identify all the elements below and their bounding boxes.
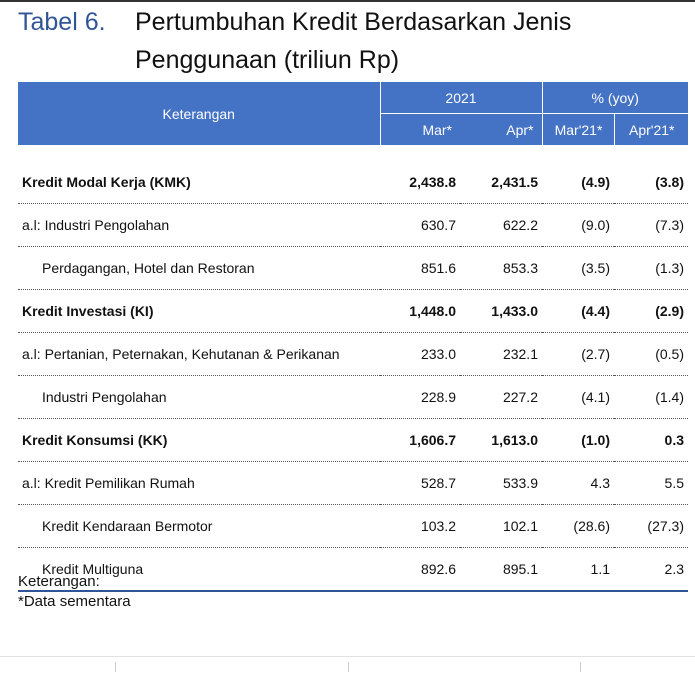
table-title — [18, 6, 572, 74]
cell-mar: 233.0 — [380, 333, 460, 376]
cell-apr: 227.2 — [460, 376, 542, 419]
row-label: Perdagangan, Hotel dan Restoran — [18, 247, 380, 290]
cell-apr21: 2.3 — [614, 548, 688, 592]
table-row — [18, 505, 688, 548]
cell-apr21: (27.3) — [614, 505, 688, 548]
table-row — [18, 376, 688, 419]
cell-apr21: (1.4) — [614, 376, 688, 419]
table-row — [18, 247, 688, 290]
cell-mar21: (3.5) — [542, 247, 614, 290]
cell-mar21: 4.3 — [542, 462, 614, 505]
row-label: a.l: Industri Pengolahan — [18, 204, 380, 247]
cell-mar21: (4.4) — [542, 290, 614, 333]
header-year-2021: 2021 — [380, 82, 542, 114]
cell-mar21: (28.6) — [542, 505, 614, 548]
cell-mar21: (4.1) — [542, 376, 614, 419]
header-col-apr: Apr* — [460, 114, 542, 146]
footer-divider — [348, 662, 349, 672]
cell-apr: 533.9 — [460, 462, 542, 505]
cell-mar21: (2.7) — [542, 333, 614, 376]
cell-apr: 622.2 — [460, 204, 542, 247]
credit-growth-table — [18, 82, 688, 592]
notes-line: *Data sementara — [18, 593, 131, 610]
cell-apr: 1,433.0 — [460, 290, 542, 333]
header-col-mar21: Mar'21* — [542, 114, 614, 146]
table-row — [18, 462, 688, 505]
row-label: Kredit Konsumsi (KK) — [18, 419, 380, 462]
footer-divider — [115, 662, 116, 672]
cell-mar: 528.7 — [380, 462, 460, 505]
cell-mar21: 1.1 — [542, 548, 614, 592]
cell-apr21: (2.9) — [614, 290, 688, 333]
row-label: Industri Pengolahan — [18, 376, 380, 419]
cell-apr: 2,431.5 — [460, 161, 542, 204]
cell-apr: 853.3 — [460, 247, 542, 290]
cell-mar21: (4.9) — [542, 161, 614, 204]
cell-apr: 895.1 — [460, 548, 542, 592]
table-row — [18, 419, 688, 462]
footer-divider — [580, 662, 581, 672]
cell-mar: 630.7 — [380, 204, 460, 247]
row-label: Kredit Modal Kerja (KMK) — [18, 161, 380, 204]
cell-apr21: 0.3 — [614, 419, 688, 462]
cell-apr21: (7.3) — [614, 204, 688, 247]
row-label: Kredit Kendaraan Bermotor — [18, 505, 380, 548]
cell-apr: 102.1 — [460, 505, 542, 548]
header-keterangan: Keterangan — [18, 82, 380, 145]
cell-apr: 1,613.0 — [460, 419, 542, 462]
cell-apr21: (3.8) — [614, 161, 688, 204]
row-label: a.l: Pertanian, Peternakan, Kehutanan & Perikanan — [18, 333, 380, 376]
cell-apr21: 5.5 — [614, 462, 688, 505]
cell-mar21: (1.0) — [542, 419, 614, 462]
title-line-1: Pertumbuhan Kredit Berdasarkan Jenis — [135, 8, 572, 36]
cell-mar: 2,438.8 — [380, 161, 460, 204]
cell-mar: 851.6 — [380, 247, 460, 290]
table-row — [18, 290, 688, 333]
cell-mar: 228.9 — [380, 376, 460, 419]
row-label: Kredit Multiguna — [18, 548, 380, 592]
title-line-2: Penggunaan (triliun Rp) — [135, 46, 400, 74]
cell-apr21: (0.5) — [614, 333, 688, 376]
cell-mar21: (9.0) — [542, 204, 614, 247]
table-row — [18, 333, 688, 376]
cell-apr: 232.1 — [460, 333, 542, 376]
table-row — [18, 204, 688, 247]
table-row — [18, 161, 688, 204]
row-label: Kredit Investasi (KI) — [18, 290, 380, 333]
table-notes — [18, 572, 131, 612]
header-col-mar: Mar* — [380, 114, 460, 146]
header-yoy: % (yoy) — [542, 82, 688, 114]
top-rule — [0, 0, 695, 2]
cell-mar: 1,606.7 — [380, 419, 460, 462]
cell-mar: 892.6 — [380, 548, 460, 592]
cell-mar: 1,448.0 — [380, 290, 460, 333]
table-number: Tabel 6. — [18, 8, 106, 36]
header-col-apr21: Apr'21* — [614, 114, 688, 146]
cell-mar: 103.2 — [380, 505, 460, 548]
notes-heading: Keterangan: — [18, 573, 100, 590]
page-footer — [0, 656, 695, 674]
cell-apr21: (1.3) — [614, 247, 688, 290]
row-label: a.l: Kredit Pemilikan Rumah — [18, 462, 380, 505]
